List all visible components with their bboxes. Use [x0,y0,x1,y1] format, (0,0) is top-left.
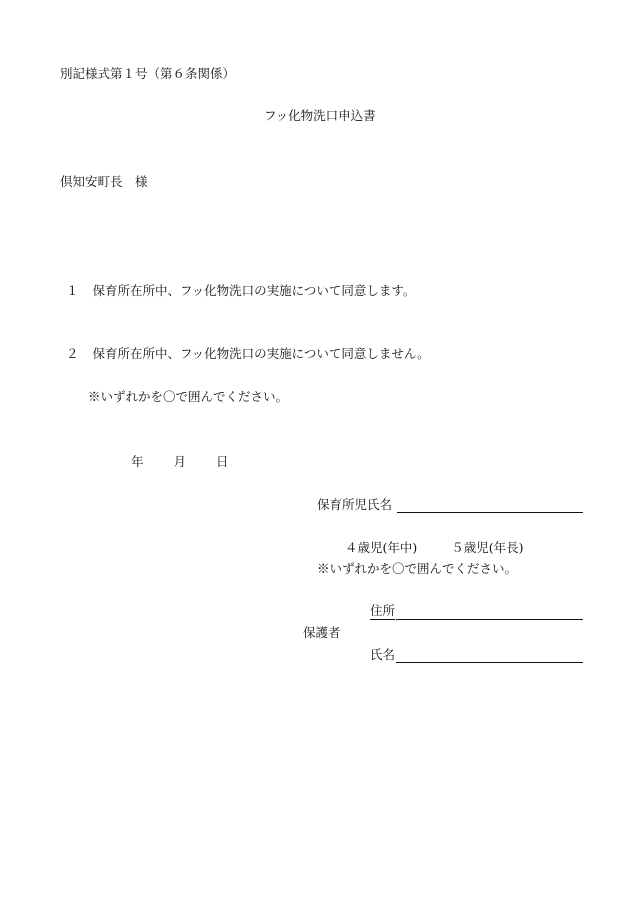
option-1-number: １ [66,283,79,298]
form-number: 別記様式第１号（第６条関係） [60,66,236,81]
age-option-five: ５歳児(年長) [451,540,524,555]
option-1-text: 保育所在所中、フッ化物洗口の実施について同意します。 [92,283,416,298]
date-line [131,456,229,469]
age-note: ※いずれかを〇で囲んでください。 [317,561,518,576]
date-day-label: 日 [216,454,229,469]
age-options [345,542,524,555]
guardian-address-field[interactable] [396,619,583,620]
circle-note: ※いずれかを〇で囲んでください。 [88,389,289,404]
option-2-text: 保育所在所中、フッ化物洗口の実施について同意しません。 [92,346,430,361]
guardian-name-field[interactable] [396,662,583,663]
date-year-label: 年 [131,454,144,469]
option-1 [66,285,415,298]
age-option-four: ４歳児(年中) [345,540,418,555]
addressee: 倶知安町長 様 [60,174,148,189]
child-name-field[interactable] [397,512,583,513]
option-2-number: ２ [66,346,79,361]
page-title: フッ化物洗口申込書 [264,108,376,123]
child-name-label: 保育所児氏名 [317,497,393,512]
date-month-label: 月 [173,454,187,469]
guardian-address-label: 住所 [370,603,396,618]
option-2 [66,348,430,361]
guardian-name-label: 氏名 [370,647,396,662]
guardian-label: 保護者 [303,625,341,640]
